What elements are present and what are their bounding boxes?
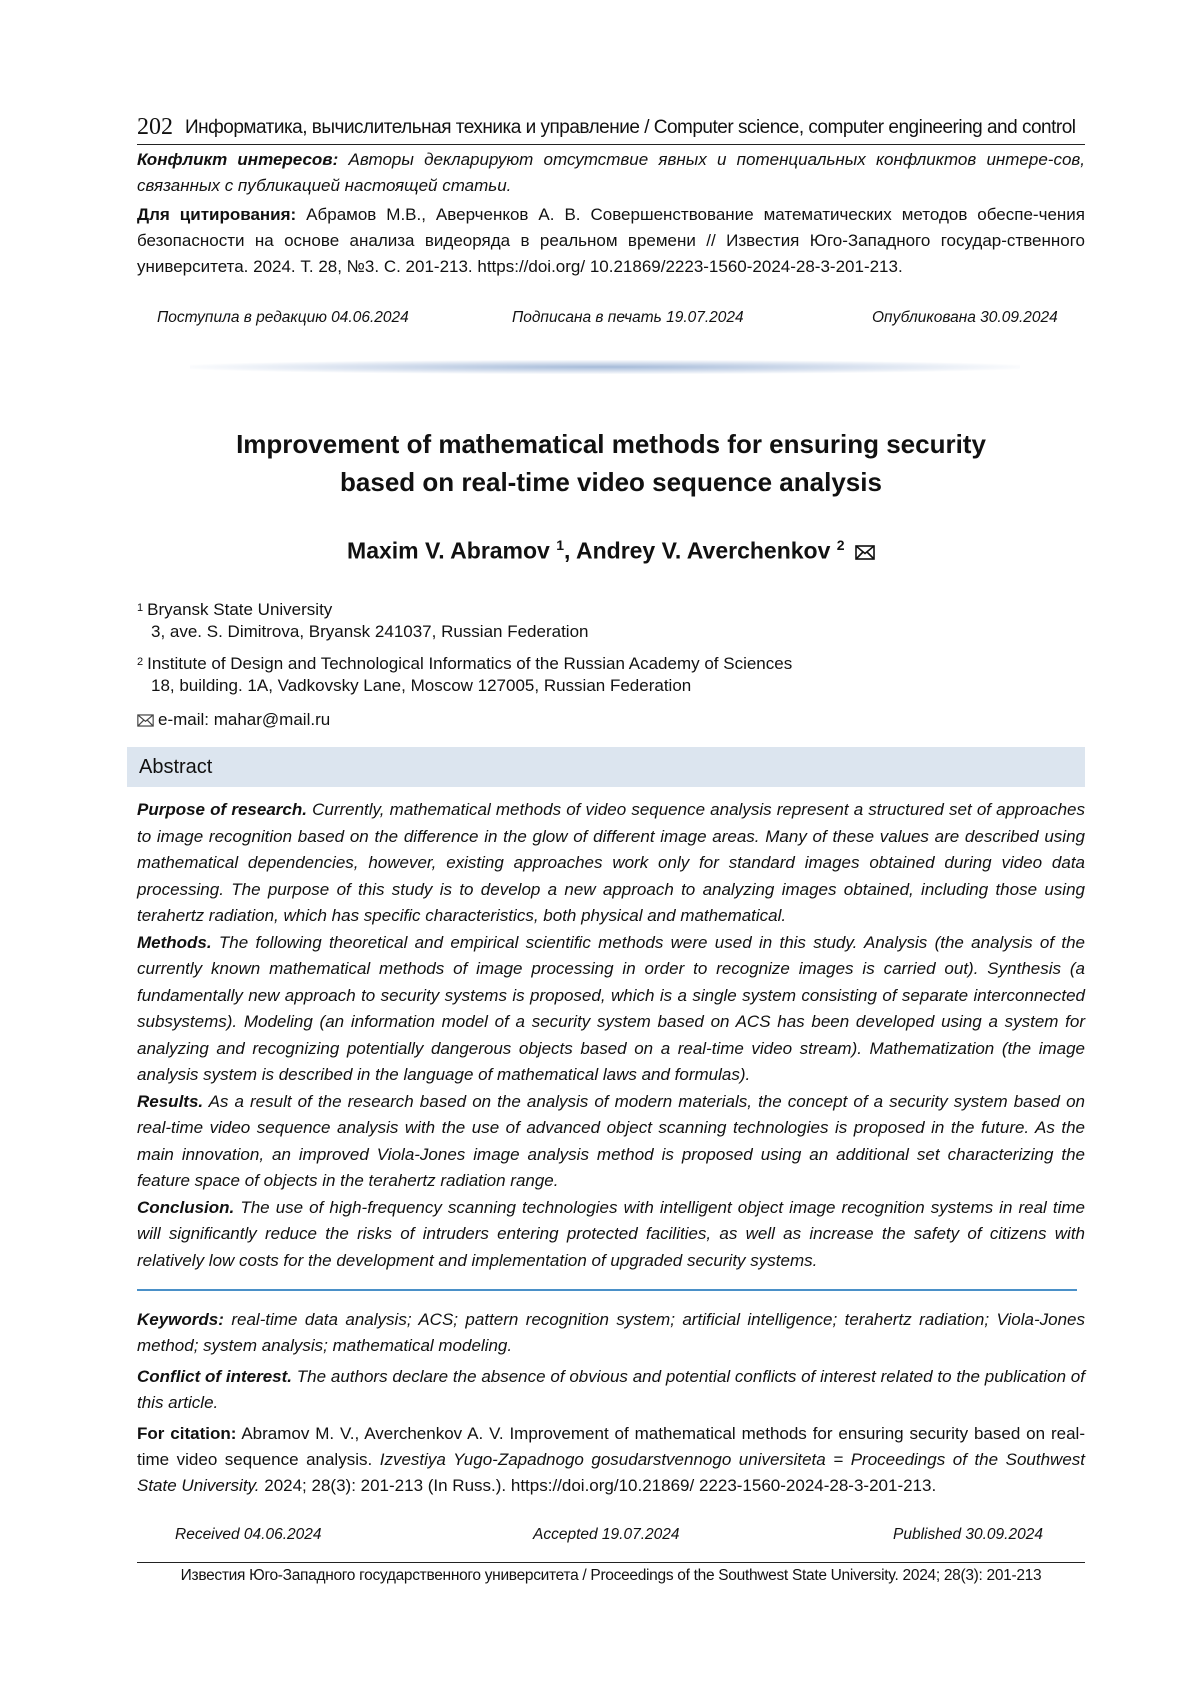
affiliation-1-name: Bryansk State University	[147, 600, 333, 619]
contact-email	[137, 710, 330, 730]
affiliation-2-name: Institute of Design and Technological Informatics of the Russian Academy of Sciences	[147, 654, 793, 673]
envelope-icon	[855, 545, 875, 560]
conflict-text: The authors declare the absence of obvious and potential conflicts of interest related to the publication of this article.	[137, 1367, 1085, 1412]
keywords	[137, 1307, 1085, 1359]
author-2-affiliation-sup: 2	[836, 537, 845, 553]
purpose-text: Currently, mathematical methods of video sequence analysis represent a structured set of approaches to image recognition based on the difference in the glow of different image areas. Many of these values are described using mathematical dependencies, however, existing approaches work only for standard images obtained during video data processing. The purpose of this study is to develop a new approach to analyzing images obtained, including those using terahertz radiation, which has specific characteristics, both physical and mathematical.	[137, 800, 1085, 925]
ru-conflict-of-interest	[137, 147, 1085, 199]
page-number: 202	[137, 114, 173, 140]
envelope-icon	[137, 714, 154, 727]
received-date: Received 04.06.2024	[175, 1526, 322, 1543]
article-title-line-2: based on real-time video sequence analysis	[340, 467, 882, 497]
ru-citation-text: Абрамов М.В., Аверченков А. В. Совершенствование математических методов обеспе-чения безопасности на основе анализа видеоряда в реальном времени // Известия Юго-Западного государ-ственного университета. 2024. Т. 28, №3. С. 201-213. https://doi.org/ 10.21869/2223-1560-2024-28-3-201-213.	[137, 205, 1085, 276]
ru-citation-label: Для цитирования:	[137, 205, 297, 224]
ru-conflict-text: Авторы декларируют отсутствие явных и потенциальных конфликтов интере-сов, связанных с публикацией настоящей статьи.	[137, 150, 1085, 195]
abstract-divider	[137, 1289, 1077, 1291]
footer-text: Известия Юго-Западного государственного университета / Proceedings of the Southwest State University. 2024; 28(3): 201-213	[180, 1567, 1042, 1584]
citation-label: For citation:	[137, 1424, 237, 1443]
conflict-of-interest	[137, 1364, 1085, 1416]
section-divider	[190, 360, 1020, 374]
methods-label: Methods.	[137, 932, 212, 952]
author-separator: ,	[564, 537, 576, 564]
ru-accepted-date: Подписана в печать 19.07.2024	[512, 309, 744, 326]
author-1-affiliation-sup: 1	[556, 537, 565, 553]
author-line	[137, 537, 1085, 565]
abstract-methods	[137, 930, 1085, 1089]
purpose-label: Purpose of research.	[137, 800, 307, 819]
ru-published-date: Опубликована 30.09.2024	[872, 309, 1058, 326]
keywords-label: Keywords:	[137, 1310, 224, 1329]
article-title	[137, 425, 1085, 501]
conflict-label: Conflict of interest.	[137, 1367, 293, 1386]
affiliation-1-address: 3, ave. S. Dimitrova, Bryansk 241037, Russian Federation	[151, 622, 589, 641]
abstract-results	[137, 1089, 1085, 1195]
methods-text: The following theoretical and empirical scientific methods were used in this study. Analysis (the analysis of the currently known mathematical methods of image processing in order to recognize images is carried out). Synthesis (a fundamentally new approach to security systems is proposed, which is a single system consisting of separate interconnected subsystems). Modeling (an information model of a security system based on ACS has been developed using a system for analyzing and recognizing potentially dangerous objects based on a real-time video stream). Mathematization (the image analysis system is described in the language of mathematical laws and formulas).	[137, 932, 1085, 1084]
author-1-name: Maxim V. Abramov	[347, 537, 550, 564]
running-header	[137, 114, 1085, 145]
citation-text-2: 2024; 28(3): 201-213 (In Russ.). https://doi.org/10.21869/ 2223-1560-2024-28-3-201-213.	[259, 1476, 937, 1495]
ru-conflict-label: Конфликт интересов:	[137, 150, 339, 169]
citation-journal: Izvestiya Yugo-Zapadnogo gosudarstvennogo universiteta = Proceedings of the Southwest State University.	[137, 1450, 1085, 1495]
affiliation-1-sup: 1	[137, 602, 144, 614]
abstract-heading-bar	[127, 747, 1085, 787]
abstract-conclusion	[137, 1195, 1085, 1275]
article-title-line-1: Improvement of mathematical methods for ensuring security	[236, 429, 986, 459]
ru-citation	[137, 202, 1085, 280]
email-address[interactable]: mahar@mail.ru	[213, 710, 331, 729]
author-2-name: Andrey V. Averchenkov	[575, 537, 831, 564]
results-label: Results.	[137, 1091, 204, 1111]
affiliation-1	[137, 599, 589, 643]
abstract-heading: Abstract	[139, 756, 213, 778]
published-date: Published 30.09.2024	[893, 1526, 1043, 1543]
keywords-text: real-time data analysis; ACS; pattern recognition system; artificial intelligence; terahertz radiation; Viola-Jones method; system analysis; mathematical modeling.	[137, 1310, 1085, 1355]
results-text: As a result of the research based on the analysis of modern materials, the concept of a security system based on real-time video sequence analysis with the use of advanced object scanning technologies is proposed in the future. As the main innovation, an improved Viola-Jones image analysis method is proposed using an additional set characterizing the feature space of objects in the terahertz radiation range.	[137, 1091, 1085, 1190]
email-label: e-mail:	[158, 710, 214, 729]
conclusion-label: Conclusion.	[137, 1197, 235, 1217]
affiliation-2	[137, 653, 792, 697]
abstract-body	[137, 797, 1085, 1274]
running-footer	[137, 1562, 1085, 1585]
affiliation-2-address: 18, building. 1A, Vadkovsky Lane, Moscow 127005, Russian Federation	[151, 676, 692, 695]
journal-section: Информатика, вычислительная техника и управление / Computer science, computer engineering and control	[185, 117, 1076, 138]
affiliation-2-sup: 2	[137, 656, 144, 668]
abstract-purpose	[137, 797, 1085, 930]
citation	[137, 1421, 1085, 1499]
citation-text-1: Abramov M. V., Averchenkov A. V. Improvement of mathematical methods for ensuring security based on real-time video sequence analysis.	[137, 1424, 1085, 1469]
ru-received-date: Поступила в редакцию 04.06.2024	[157, 309, 409, 326]
conclusion-text: The use of high-frequency scanning technologies with intelligent object image recognition systems in real time will significantly reduce the risks of intruders entering protected facilities, as well as increase the safety of citizens with relatively low costs for the development and implementation of upgraded security systems.	[137, 1197, 1085, 1270]
accepted-date: Accepted 19.07.2024	[533, 1526, 680, 1543]
